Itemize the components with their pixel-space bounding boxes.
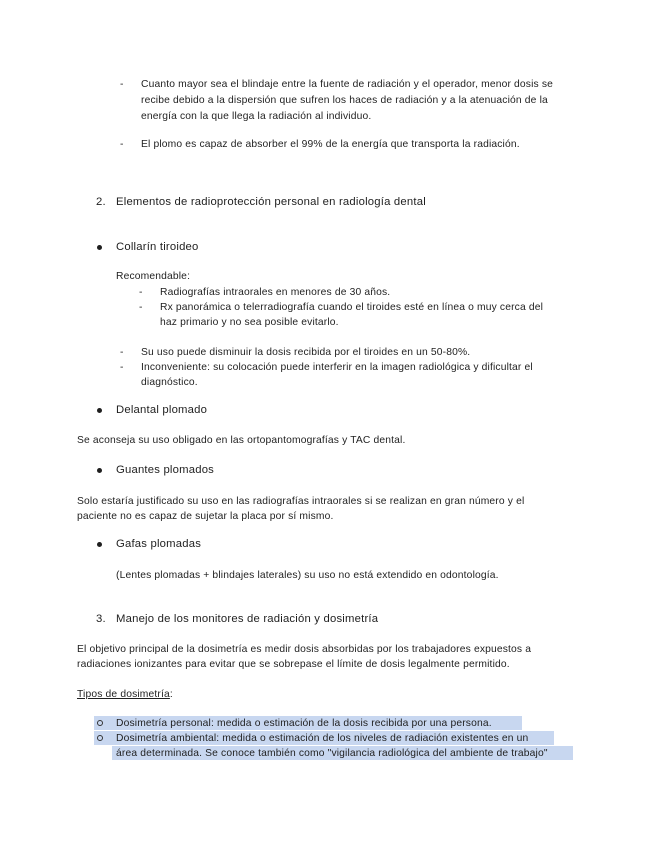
label-recomendable: Recomendable: — [116, 271, 191, 282]
paragraph-line: El objetivo principal de la dosimetría es medir dosis absorbidas por los trabajadores expuestos a — [77, 644, 532, 655]
paragraph-line: Rx panorámica o telerradiografía cuando el tiroides esté en línea o muy cerca del — [160, 302, 544, 313]
paragraph-line: recibe debido a la dispersión que sufren los haces de radiación y a la atenuación de la — [141, 95, 548, 106]
dash-bullet: - — [120, 139, 124, 150]
dash-bullet: - — [139, 302, 143, 313]
section-heading: Manejo de los monitores de radiación y dosimetría — [116, 613, 379, 625]
paragraph-line: Su uso puede disminuir la dosis recibida por el tiroides en un 50-80%. — [141, 347, 471, 358]
paragraph-line: (Lentes plomadas + blindajes laterales) su uso no está extendido en odontología. — [116, 570, 499, 581]
item-title: Delantal plomado — [116, 404, 208, 416]
item-title: Guantes plomados — [116, 464, 215, 476]
paragraph-line: haz primario y no sea posible evitarlo. — [160, 317, 339, 328]
bullet-dot — [97, 542, 102, 547]
paragraph-line: Se aconseja su uso obligado en las ortopantomografías y TAC dental. — [77, 435, 406, 446]
hollow-bullet — [97, 735, 103, 741]
list-item: Dosimetría personal: medida o estimación de la dosis recibida por una persona. — [116, 718, 492, 729]
section-number: 2. — [96, 196, 106, 208]
item-title: Gafas plomadas — [116, 538, 202, 550]
hollow-bullet — [97, 720, 103, 726]
paragraph-line: Cuanto mayor sea el blindaje entre la fuente de radiación y el operador, menor dosis se — [141, 79, 554, 90]
bullet-dot — [97, 468, 102, 473]
dash-bullet: - — [120, 362, 124, 373]
tipos-label-line — [77, 687, 173, 702]
tipos-colon: : — [169, 689, 173, 700]
paragraph-line: Solo estaría justificado su uso en las radiografías intraorales si se realizan en gran número y el — [77, 496, 525, 507]
paragraph-line: Radiografías intraorales en menores de 30 años. — [160, 287, 391, 298]
bullet-dot — [97, 245, 102, 250]
paragraph-line: diagnóstico. — [141, 377, 198, 388]
list-item: área determinada. Se conoce también como "vigilancia radiológica del ambiente de trabajo" — [116, 748, 548, 759]
paragraph-line: Inconveniente: su colocación puede interferir en la imagen radiológica y dificultar el — [141, 362, 533, 373]
dash-bullet: - — [120, 79, 124, 90]
section-heading: Elementos de radioprotección personal en radiología dental — [116, 196, 426, 208]
bullet-dot — [97, 408, 102, 413]
section-number: 3. — [96, 613, 106, 625]
dash-bullet: - — [139, 287, 143, 298]
item-title: Collarín tiroideo — [116, 241, 199, 253]
paragraph-line: radiaciones ionizantes para evitar que se sobrepase el límite de dosis legalmente permitido. — [77, 659, 510, 670]
list-item: Dosimetría ambiental: medida o estimación de los niveles de radiación existentes en un — [116, 733, 529, 744]
dash-bullet: - — [120, 347, 124, 358]
paragraph-line: energía con la que llega la radiación al individuo. — [141, 111, 372, 122]
tipos-label: Tipos de dosimetría — [77, 689, 170, 700]
paragraph-line: paciente no es capaz de sujetar la placa por sí mismo. — [77, 511, 334, 522]
paragraph-line: El plomo es capaz de absorber el 99% de la energía que transporta la radiación. — [141, 139, 520, 150]
